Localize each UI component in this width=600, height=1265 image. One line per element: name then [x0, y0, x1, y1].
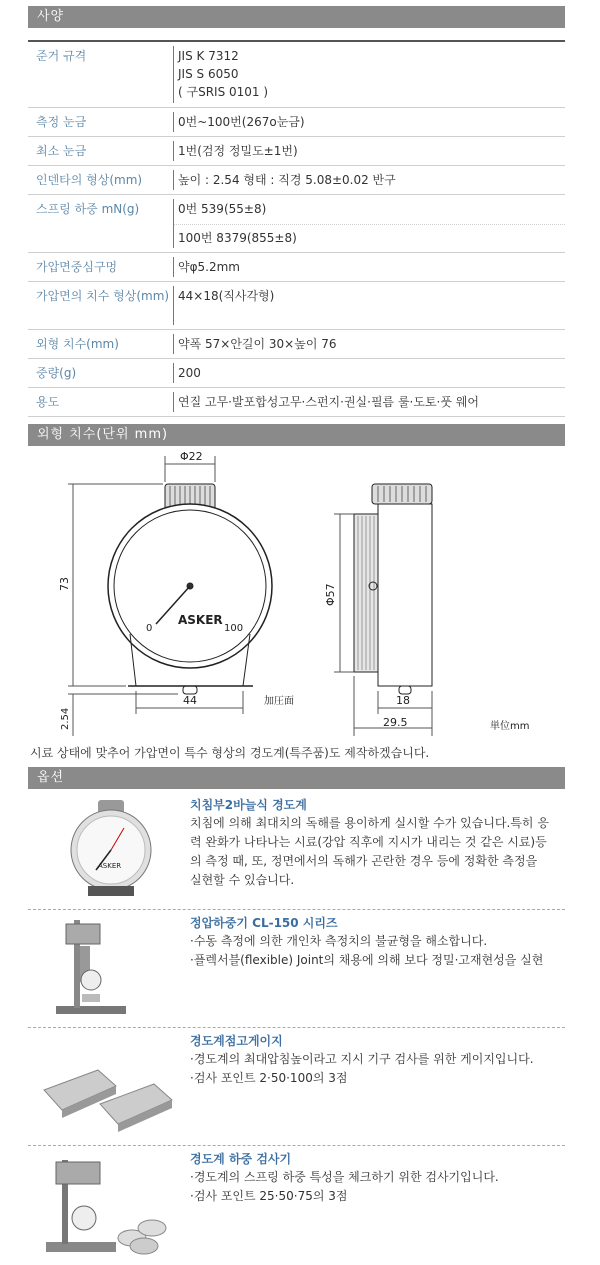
dimension-svg [28, 446, 565, 741]
stand-icon [36, 914, 186, 1022]
option-desc-line: ·경도계의 최대압침높이라고 지시 기구 검사를 위한 게이지입니다. [190, 1052, 534, 1066]
dim-width-18: 18 [396, 694, 410, 707]
spec-value [173, 392, 565, 412]
spec-value-line: 200 [178, 366, 201, 380]
dial-scale-0: 0 [146, 623, 153, 634]
spec-value-line: 높이 : 2.54 형태 : 직경 5.08±0.02 반구 [178, 173, 396, 187]
constant-load-stand-image [36, 914, 186, 1022]
spec-label: 가압면의 치수 형상(mm) [36, 289, 170, 303]
dim-width-44: 44 [183, 694, 197, 707]
option-desc-line: ·경도계의 스프링 하중 특성을 체크하기 위한 검사기입니다. [190, 1170, 499, 1184]
option-item [28, 792, 565, 910]
option-description [190, 814, 565, 890]
spec-row [28, 195, 565, 253]
option-title: 경도계 하중 검사기 [190, 1152, 292, 1166]
spec-label: 인덴타의 형상(mm) [36, 173, 143, 187]
dimension-drawing [28, 446, 565, 741]
spec-value-line: 약φ5.2mm [178, 260, 240, 274]
gauge-block-icon [36, 1048, 186, 1138]
dim-height-73: 73 [58, 577, 71, 591]
spec-value-line: JIS K 7312 [178, 49, 239, 63]
option-desc-line: ·플렉서블(flexible) Joint의 채용에 의해 보다 정밀·고재현성을 실현 [190, 953, 544, 967]
hardness-tester-image [36, 798, 186, 902]
options-section-header: 옵션 [28, 767, 565, 789]
spec-label: 측정 눈금 [36, 115, 87, 129]
option-title: 정압하중기 CL-150 시리즈 [190, 916, 338, 930]
spec-value-line: 100번 8379(855±8) [178, 231, 297, 245]
height-gauge-image [36, 1048, 186, 1138]
spec-label: 스프링 하중 mN(g) [36, 202, 140, 216]
spec-row [28, 108, 565, 137]
spec-row [28, 166, 565, 195]
option-desc-line: ·검사 포인트 25·50·75의 3점 [190, 1189, 348, 1203]
spec-row [28, 330, 565, 359]
spec-value [173, 112, 565, 132]
dial-brand: ASKER [178, 613, 223, 627]
dim-unit: 単位mm [490, 721, 530, 732]
option-item [28, 1028, 565, 1146]
spec-value-line: JIS S 6050 [178, 67, 239, 81]
option-title: 경도계점고게이지 [190, 1034, 283, 1048]
spec-value-line: 44×18(직사각형) [178, 289, 275, 303]
spec-label: 용도 [36, 395, 60, 409]
spec-value-line: 1번(검정 정밀도±1번) [178, 144, 298, 158]
spec-table [28, 40, 565, 417]
custom-order-note: 시료 상태에 맞추어 가압면이 특수 형상의 경도계(특주품)도 제작하겠습니다. [30, 746, 430, 760]
dim-press-surface: 加圧面 [264, 696, 294, 707]
dimensions-section-header: 외형 치수(단위 mm) [28, 424, 565, 446]
dim-phi57: Φ57 [324, 583, 337, 606]
option-description [190, 932, 565, 970]
spec-value [173, 286, 565, 325]
spec-value-line: 0번 539(55±8) [174, 199, 565, 225]
spec-value [173, 199, 565, 248]
option-description [190, 1050, 565, 1088]
dim-width-295: 29.5 [383, 716, 408, 729]
spec-row [28, 42, 565, 108]
dim-phi22: Φ22 [180, 450, 203, 463]
spec-value-line: 0번~100번(267o눈금) [178, 115, 305, 129]
spec-row [28, 388, 565, 417]
spec-row [28, 282, 565, 330]
spec-section-header: 사양 [28, 6, 565, 28]
spec-value-line: ( 구SRIS 0101 ) [178, 85, 269, 99]
dial-scale-100: 100 [224, 623, 244, 634]
option-description [190, 1168, 565, 1206]
option-desc-line: 력 완화가 나타나는 시료(강압 직후에 지시가 내리는 것 같은 시료)등 [190, 835, 547, 849]
spec-value-line: 약폭 57×안길이 30×높이 76 [178, 337, 337, 351]
spec-value-line: 연질 고무·발포합성고무·스펀지·권실·필름 룰·도토·풋 웨어 [178, 395, 479, 409]
spec-label: 외형 치수(mm) [36, 337, 119, 351]
option-desc-line: 의 측정 때, 또, 정면에서의 독해가 곤란한 경우 등에 정확한 측정을 [190, 854, 538, 868]
spec-row [28, 359, 565, 388]
spec-row [28, 253, 565, 282]
option-item [28, 910, 565, 1028]
load-tester-image [36, 1154, 186, 1260]
option-desc-line: ·검사 포인트 2·50·100의 3점 [190, 1071, 348, 1085]
option-title: 치침부2바늘식 경도계 [190, 798, 307, 812]
dial-gauge-icon [36, 798, 186, 902]
spec-value [173, 363, 565, 383]
dim-indenter-254: 2.54 [60, 707, 71, 730]
load-tester-icon [36, 1154, 186, 1260]
spec-value [173, 141, 565, 161]
spec-value [173, 257, 565, 277]
spec-label: 가압면중심구멍 [36, 260, 118, 274]
spec-value [173, 46, 565, 103]
spec-row [28, 137, 565, 166]
spec-label: 준거 규격 [36, 49, 87, 63]
image-brand-label: ASKER [98, 862, 122, 870]
spec-value [173, 334, 565, 354]
spec-label: 중량(g) [36, 366, 77, 380]
option-item [28, 1146, 565, 1264]
spec-label: 최소 눈금 [36, 144, 87, 158]
option-desc-line: ·수동 측정에 의한 개인차 측정치의 불균형을 해소합니다. [190, 934, 488, 948]
option-desc-line: 치침에 의해 최대치의 독해를 용이하게 실시할 수가 있습니다.특히 응 [190, 816, 549, 830]
spec-value [173, 170, 565, 190]
option-desc-line: 실현할 수 있습니다. [190, 873, 295, 887]
